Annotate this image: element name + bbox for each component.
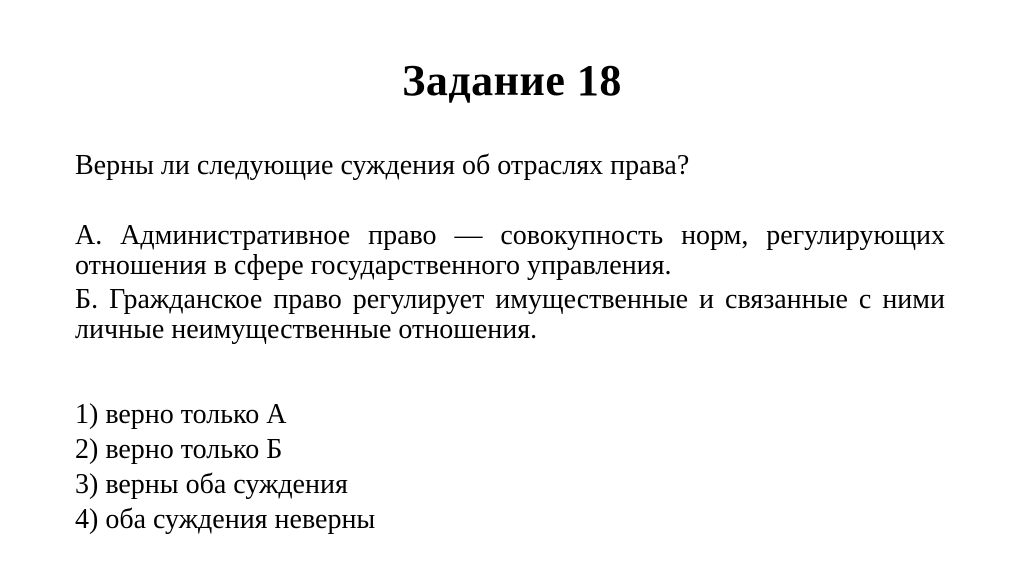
answer-option-3: 3) верны оба суждения (75, 469, 348, 500)
answer-option-1: 1) верно только А (75, 399, 287, 430)
slide-body (0, 151, 1024, 537)
statement-a: А. Административное право — совокупность норм, регулирующих отношения в сфере государственного управления. (75, 220, 945, 281)
statement-b: Б. Гражданское право регулирует имущественные и связанные с ними личные неимущественные отношения. (75, 284, 945, 345)
slide-title: Задание 18 (402, 56, 622, 105)
answer-option-4: 4) оба суждения неверны (75, 504, 376, 535)
answer-options (75, 397, 945, 537)
answer-option-2: 2) верно только Б (75, 434, 283, 465)
question-text: Верны ли следующие суждения об отраслях права? (75, 150, 690, 181)
